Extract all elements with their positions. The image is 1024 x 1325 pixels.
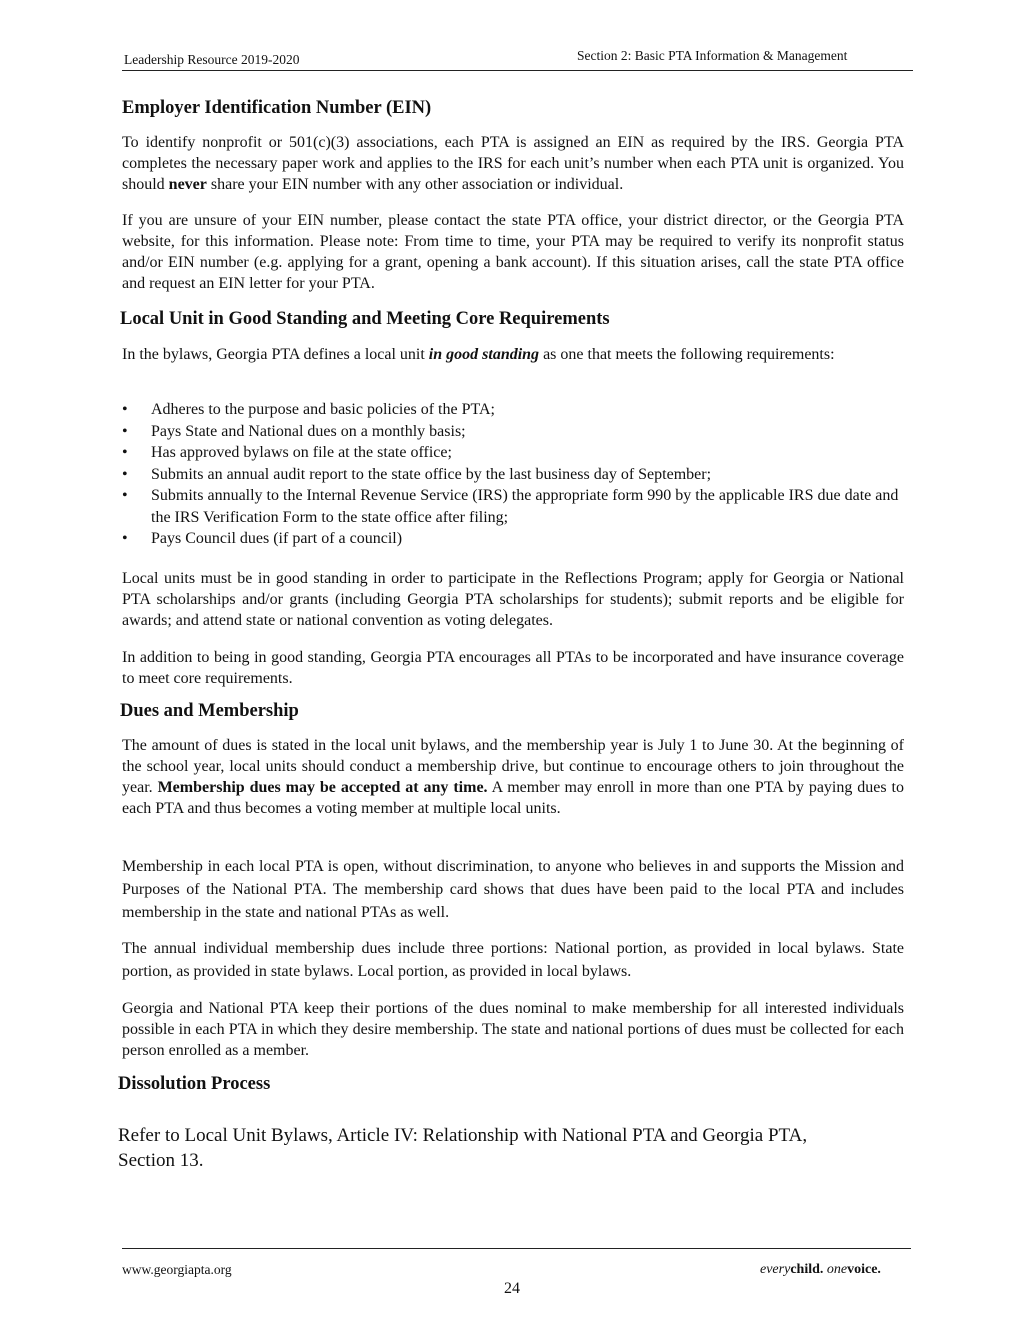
good-standing-emphasis: in good standing xyxy=(428,346,540,363)
bullet-icon: • xyxy=(122,530,128,547)
tagline-voice: voice. xyxy=(847,1262,881,1277)
list-item: • Pays Council dues (if part of a council) xyxy=(122,528,904,550)
dues-paragraph-4: Georgia and National PTA keep their portions of the dues nominal to make membership for all interested individuals possible in each PTA in which they desire membership. The state and national portions of dues must be collected for each person enrolled as a member. xyxy=(122,1000,904,1059)
bullet-icon: • xyxy=(122,487,128,504)
footer-tagline xyxy=(760,1262,881,1278)
ein-paragraph-1 xyxy=(122,132,904,195)
good-standing-paragraph: Local units must be in good standing in order to participate in the Reflections Program; apply for Georgia or National PTA scholarships and/or grants (including Georgia PTA scholarships for students); submit reports and be eligible for awards; and attend state or national convention as voting delegates. xyxy=(122,570,904,629)
ein-p1-text-end: share your EIN number with any other association or individual. xyxy=(206,176,624,193)
requirements-list xyxy=(122,399,904,550)
page-number: 24 xyxy=(504,1280,520,1297)
dues-paragraph-3: The annual individual membership dues include three portions: National portion, as provided in local bylaws. State portion, as provided in state bylaws. Local portion, as provided in local bylaws. xyxy=(122,940,904,980)
footer-website: www.georgiapta.org xyxy=(122,1262,232,1277)
dissolution-heading: Dissolution Process xyxy=(118,1074,271,1094)
header-right: Section 2: Basic PTA Information & Management xyxy=(577,48,848,63)
dues-paragraph-1 xyxy=(122,735,904,819)
dues-p1-text: The amount of dues is stated in the local unit bylaws, and the membership year is July 1 to June 30. At the beginning of the school year, local units should conduct a membership drive, but continue to encourage others to join throughout the year. xyxy=(122,737,904,796)
list-item: • Adheres to the purpose and basic policies of the PTA; xyxy=(122,399,904,421)
ein-paragraph-2: If you are unsure of your EIN number, please contact the state PTA office, your district director, or the Georgia PTA website, for this information. Please note: From time to time, your PTA may be required to verify its nonprofit status and/or EIN number (e.g. applying for a grant, opening a bank account). If this situation arises, call the state PTA office and request an EIN letter for your PTA. xyxy=(122,212,904,292)
header-left: Leadership Resource 2019-2020 xyxy=(124,52,300,67)
footer-rule xyxy=(122,1248,911,1249)
dues-heading: Dues and Membership xyxy=(120,701,299,721)
list-item: • Submits annually to the Internal Revenue Service (IRS) the appropriate form 990 by the applicable IRS due date and the IRS Verification Form to the state office after filing; xyxy=(122,487,899,526)
bullet-icon: • xyxy=(122,465,128,483)
insurance-paragraph: In addition to being in good standing, Georgia PTA encourages all PTAs to be incorporated and have insurance coverage to meet core requirements. xyxy=(122,649,904,687)
dues-p1-bold: Membership dues may be accepted at any time. xyxy=(157,779,488,796)
bullet-icon: • xyxy=(122,444,128,461)
bullet-icon: • xyxy=(122,422,128,440)
ein-heading: Employer Identification Number (EIN) xyxy=(122,98,432,118)
list-item: • Submits an annual audit report to the state office by the last business day of September; xyxy=(122,464,904,486)
list-item: • Has approved bylaws on file at the state office; xyxy=(122,442,904,464)
dues-paragraph-2: Membership in each local PTA is open, without discrimination, to anyone who believes in and supports the Mission and Purposes of the National PTA. The membership card shows that dues have been paid to the local PTA and includes membership in the state and national PTAs as well. xyxy=(122,858,904,921)
dissolution-paragraph: Refer to Local Unit Bylaws, Article IV: Relationship with National PTA and Georgia PTA, Section 13. xyxy=(118,1125,808,1171)
tagline-child: child. xyxy=(790,1262,824,1277)
bullet-icon: • xyxy=(122,401,128,418)
header-rule xyxy=(122,70,913,71)
tagline-every: every xyxy=(760,1262,791,1277)
list-item: • Pays State and National dues on a monthly basis; xyxy=(122,421,904,443)
ein-p1-text: To identify nonprofit or 501(c)(3) associations, each PTA is assigned an EIN as required by the IRS. Georgia PTA completes the necessary paper work and applies to the IRS for each unit’s number when each PTA unit is organized. You should xyxy=(122,134,904,193)
tagline-one: one xyxy=(826,1262,848,1277)
dues-p1-text-end: A member may enroll in more than one PTA by paying dues to each PTA and thus becomes a voting member at multiple local units. xyxy=(122,779,904,817)
ein-p1-bold: never xyxy=(168,176,207,193)
good-standing-intro-text-end: as one that meets the following requirements: xyxy=(539,346,835,363)
good-standing-heading: Local Unit in Good Standing and Meeting Core Requirements xyxy=(120,309,610,329)
good-standing-intro xyxy=(122,344,904,365)
good-standing-intro-text: In the bylaws, Georgia PTA defines a local unit xyxy=(122,346,429,363)
